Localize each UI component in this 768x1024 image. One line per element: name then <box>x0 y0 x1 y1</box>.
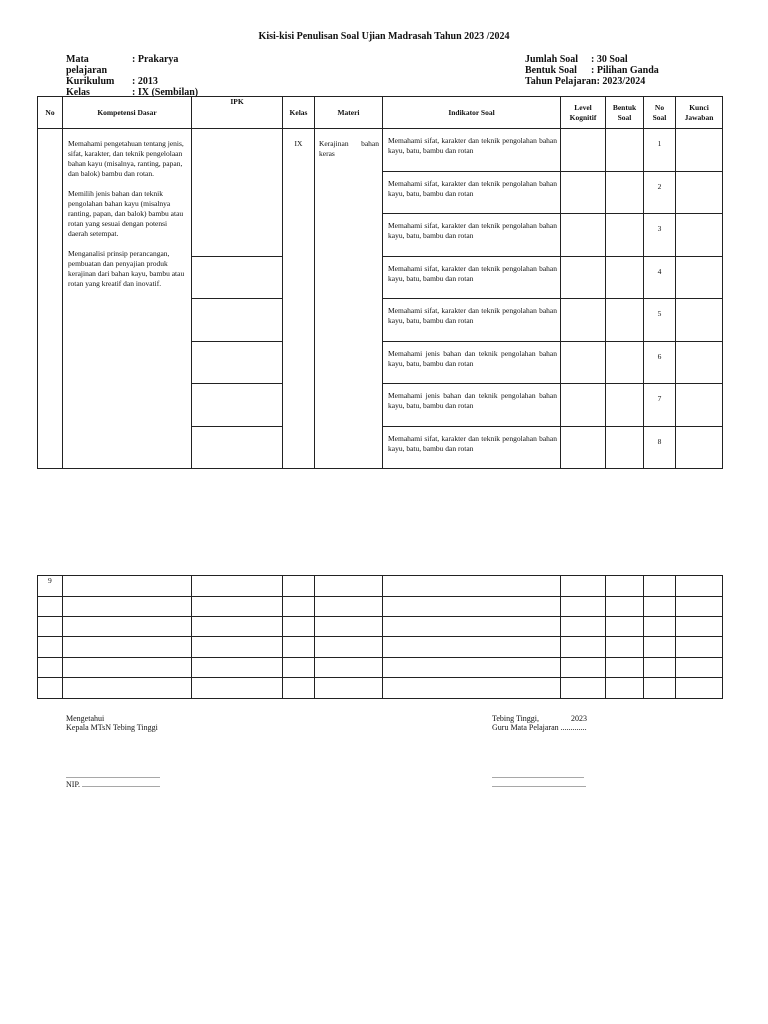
kd-paragraph: Memilih jenis bahan dan teknik pengolahan bahan kayu (misalnya ranting, papan, dan balok) bambu atau rotan yang sesuai dengan potensi daerah setempat. <box>68 189 184 238</box>
kunci-cell <box>676 597 723 617</box>
nosoal-cell <box>644 637 676 658</box>
kunci-cell <box>676 172 723 214</box>
ipk-cell <box>192 678 283 699</box>
ipk-cell <box>192 384 283 427</box>
kd-cell <box>63 678 192 699</box>
header-bentuk-2: Soal <box>617 112 632 122</box>
no-cell <box>38 658 63 678</box>
materi-cell <box>315 617 383 637</box>
nip-line: NIP. ....................................... <box>66 780 161 789</box>
header-nosoal-2: Soal <box>652 112 667 122</box>
table-row <box>38 637 723 658</box>
kelas-cell <box>283 637 315 658</box>
nosoal-cell <box>644 576 676 597</box>
table-row <box>38 597 723 617</box>
level-cell <box>561 172 606 214</box>
kunci-cell <box>676 214 723 257</box>
indikator-cell <box>383 678 561 699</box>
header-indikator: Indikator Soal <box>383 97 561 129</box>
indikator-cell <box>383 597 561 617</box>
materi-cell <box>315 576 383 597</box>
headmaster-label: Kepala MTsN Tebing Tinggi <box>66 723 158 732</box>
no-cell: 9 <box>38 576 63 597</box>
bentuk-cell <box>606 299 644 342</box>
kelas-cell <box>283 576 315 597</box>
indikator-cell: Memahami sifat, karakter dan teknik pengolahan bahan kayu, batu, bambu dan rotan <box>383 214 561 257</box>
meta-school-year <box>525 76 659 87</box>
kunci-cell <box>676 637 723 658</box>
right-signature <box>492 771 586 789</box>
materi-cell <box>315 637 383 658</box>
document-title: Kisi-kisi Penulisan Soal Ujian Madrasah Tahun 2023 /2024 <box>258 31 510 42</box>
table-row <box>38 658 723 678</box>
kunci-cell <box>676 129 723 172</box>
level-cell <box>561 576 606 597</box>
kelas-cell <box>283 617 315 637</box>
materi-cell <box>315 658 383 678</box>
kd-cell <box>63 129 192 469</box>
header-kunci <box>676 97 723 129</box>
indikator-cell <box>383 576 561 597</box>
header-nosoal-1: No <box>654 102 665 112</box>
level-cell <box>561 384 606 427</box>
meta-label: Bentuk Soal <box>525 65 577 76</box>
kunci-cell <box>676 299 723 342</box>
header-no: No <box>38 97 63 129</box>
continuation-table <box>37 575 723 699</box>
ipk-cell <box>192 427 283 469</box>
materi-cell <box>315 597 383 617</box>
nosoal-cell <box>644 617 676 637</box>
header-kelas: Kelas <box>283 97 315 129</box>
indikator-cell: Memahami sifat, karakter dan teknik pengolahan bahan kayu, batu, bambu dan rotan <box>383 427 561 469</box>
kunci-cell <box>676 384 723 427</box>
bentuk-cell <box>606 214 644 257</box>
indikator-cell: Memahami sifat, karakter dan teknik pengolahan bahan kayu, batu, bambu dan rotan <box>383 257 561 299</box>
kd-cell <box>63 658 192 678</box>
header-level-1: Level <box>574 102 592 112</box>
header-ipk: IPK <box>192 97 283 129</box>
left-signature <box>66 771 160 789</box>
footer-right <box>492 714 587 732</box>
ipk-cell <box>192 342 283 384</box>
kd-cell <box>63 576 192 597</box>
kelas-cell <box>283 678 315 699</box>
bentuk-cell <box>606 658 644 678</box>
no-cell <box>38 597 63 617</box>
header-kunci-2: Jawaban <box>684 112 714 122</box>
level-cell <box>561 678 606 699</box>
meta-value: : 30 Soal <box>591 54 628 65</box>
acknowledged-label: Mengetahui <box>66 714 105 723</box>
header-nosoal <box>644 97 676 129</box>
level-cell <box>561 129 606 172</box>
nosoal-cell: 1 <box>644 129 676 172</box>
bentuk-cell <box>606 172 644 214</box>
nosoal-cell: 4 <box>644 257 676 299</box>
meta-label: Tahun Pelajaran <box>525 76 597 87</box>
kd-cell <box>63 637 192 658</box>
kunci-cell <box>676 257 723 299</box>
right-meta <box>525 54 659 87</box>
materi-cell: Kerajinan bahan keras <box>315 129 383 469</box>
meta-question-count <box>525 54 659 65</box>
no-cell <box>38 129 63 469</box>
footer-left <box>66 714 158 732</box>
header-bentuk <box>606 97 644 129</box>
ipk-cell <box>192 637 283 658</box>
teacher-label: Guru Mata Pelajaran ............. <box>492 723 587 732</box>
signature-line: ............................................... <box>66 771 160 780</box>
bentuk-cell <box>606 637 644 658</box>
kd-paragraph: Menganalisi prinsip perancangan, pembuatan dan penyajian produk kerajinan dari bahan kayu, bambu atau rotan yang kreatif dan inovatif. <box>68 249 185 288</box>
kunci-cell <box>676 658 723 678</box>
ipk-cell <box>192 658 283 678</box>
signature-line: .............................................. <box>492 771 584 780</box>
meta-question-type <box>525 65 659 76</box>
grid-table <box>37 96 723 469</box>
bentuk-cell <box>606 129 644 172</box>
indikator-cell: Memahami jenis bahan dan teknik pengolahan bahan kayu, batu, bambu dan rotan <box>383 342 561 384</box>
meta-label: Mata pelajaran <box>66 54 108 76</box>
nosoal-cell <box>644 658 676 678</box>
level-cell <box>561 214 606 257</box>
meta-subject <box>66 54 198 76</box>
bentuk-cell <box>606 576 644 597</box>
nip-line: ............................................... <box>492 780 586 789</box>
bentuk-cell <box>606 678 644 699</box>
level-cell <box>561 342 606 384</box>
kunci-cell <box>676 427 723 469</box>
meta-value: : Prakarya <box>132 54 179 65</box>
ipk-cell <box>192 597 283 617</box>
meta-label: Kurikulum <box>66 76 115 87</box>
header-level-2: Kognitif <box>569 112 597 122</box>
nosoal-cell: 5 <box>644 299 676 342</box>
nosoal-cell <box>644 678 676 699</box>
header-kunci-1: Kunci <box>689 102 709 112</box>
meta-value: : IX (Sembilan) <box>132 87 199 98</box>
table-row <box>38 617 723 637</box>
kunci-cell <box>676 576 723 597</box>
level-cell <box>561 658 606 678</box>
bentuk-cell <box>606 617 644 637</box>
meta-label: Jumlah Soal <box>525 54 579 65</box>
indikator-cell <box>383 617 561 637</box>
meta-value: : Pilihan Ganda <box>591 65 659 76</box>
kunci-cell <box>676 342 723 384</box>
no-cell <box>38 678 63 699</box>
level-cell <box>561 617 606 637</box>
header-kd: Kompetensi Dasar <box>63 97 192 129</box>
nosoal-cell: 6 <box>644 342 676 384</box>
bentuk-cell <box>606 427 644 469</box>
bentuk-cell <box>606 597 644 617</box>
meta-label: Kelas <box>66 87 90 98</box>
place-date: Tebing Tinggi, 2023 <box>492 714 588 723</box>
meta-value: : 2023/2024 <box>596 76 646 87</box>
ipk-cell <box>192 576 283 597</box>
kd-cell <box>63 617 192 637</box>
bentuk-cell <box>606 257 644 299</box>
header-row <box>38 97 723 129</box>
kd-cell <box>63 597 192 617</box>
indikator-cell: Memahami sifat, karakter dan teknik pengolahan bahan kayu, batu, bambu dan rotan <box>383 172 561 214</box>
kelas-cell <box>283 658 315 678</box>
indikator-cell: Memahami jenis bahan dan teknik pengolahan bahan kayu, batu, bambu dan rotan <box>383 384 561 427</box>
nosoal-cell: 2 <box>644 172 676 214</box>
no-cell <box>38 617 63 637</box>
header-level <box>561 97 606 129</box>
table-row <box>38 678 723 699</box>
ipk-cell <box>192 617 283 637</box>
table-row <box>38 576 723 597</box>
indikator-cell <box>383 658 561 678</box>
level-cell <box>561 597 606 617</box>
kelas-cell <box>283 597 315 617</box>
meta-value: : 2013 <box>132 76 158 87</box>
bentuk-cell <box>606 342 644 384</box>
header-bentuk-1: Bentuk <box>612 102 637 112</box>
nosoal-cell: 3 <box>644 214 676 257</box>
kunci-cell <box>676 617 723 637</box>
level-cell <box>561 427 606 469</box>
nosoal-cell: 7 <box>644 384 676 427</box>
nosoal-cell <box>644 597 676 617</box>
kunci-cell <box>676 678 723 699</box>
bentuk-cell <box>606 384 644 427</box>
materi-cell <box>315 678 383 699</box>
no-cell <box>38 637 63 658</box>
indikator-cell: Memahami sifat, karakter dan teknik pengolahan bahan kayu, batu, bambu dan rotan <box>383 129 561 172</box>
ipk-cell <box>192 129 283 257</box>
indikator-cell <box>383 637 561 658</box>
meta-curriculum <box>66 76 198 87</box>
header-materi: Materi <box>315 97 383 129</box>
ipk-cell <box>192 257 283 299</box>
nosoal-cell: 8 <box>644 427 676 469</box>
table-row <box>38 129 723 172</box>
kd-paragraph: Memahami pengetahuan tentang jenis, sifat, karakter, dan teknik pengelolaan bahan kayu (misalnya, ranting, papan, dan balok) bambu dan rotan. <box>68 139 184 178</box>
ipk-cell <box>192 299 283 342</box>
level-cell <box>561 299 606 342</box>
kelas-cell: IX <box>283 129 315 469</box>
indikator-cell: Memahami sifat, karakter dan teknik pengolahan bahan kayu, batu, bambu dan rotan <box>383 299 561 342</box>
level-cell <box>561 257 606 299</box>
left-meta <box>66 54 198 98</box>
level-cell <box>561 637 606 658</box>
